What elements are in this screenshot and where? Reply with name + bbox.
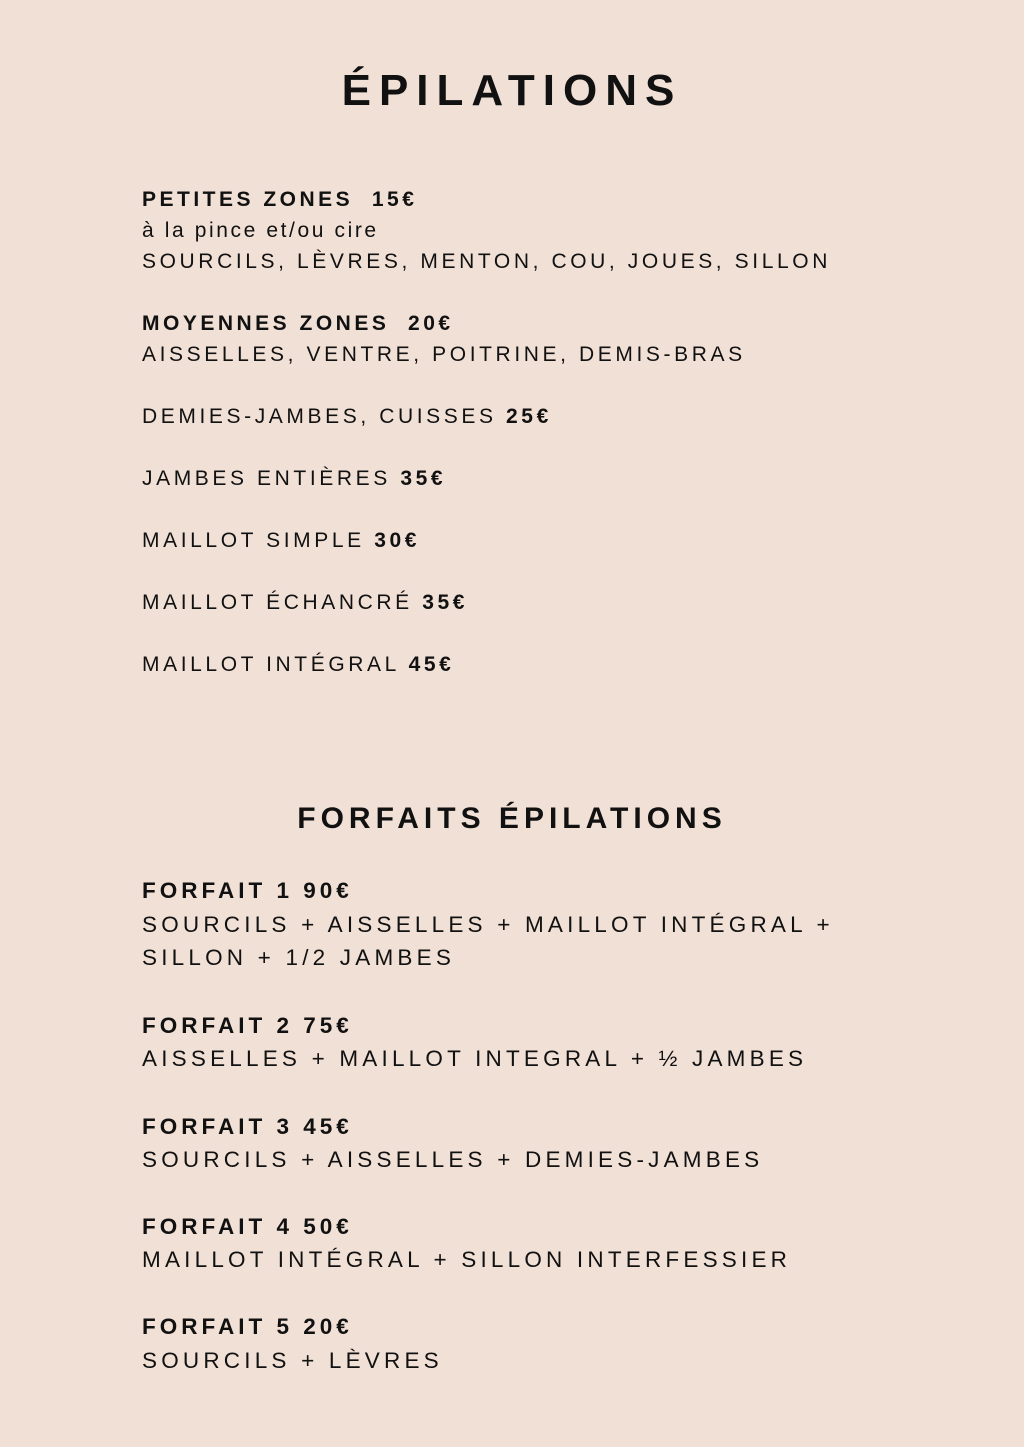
- forfaits-title: FORFAITS ÉPILATIONS: [297, 802, 727, 835]
- moyennes-zones-price: 20€: [408, 312, 454, 335]
- forfait-3-heading: FORFAIT 3 45€: [142, 1114, 353, 1139]
- price-item-price: 35€: [422, 591, 469, 614]
- petites-zones-method: à la pince et/ou cire: [142, 219, 379, 242]
- forfait-3-description: SOURCILS + AISSELLES + DEMIES-JAMBES: [142, 1147, 764, 1172]
- price-item-price: 45€: [408, 653, 455, 676]
- price-item-label: MAILLOT INTÉGRAL: [142, 653, 400, 676]
- price-item-price: 35€: [400, 467, 447, 490]
- page-title: ÉPILATIONS: [341, 66, 683, 115]
- price-item: [142, 653, 454, 677]
- forfait-5-description: SOURCILS + LÈVRES: [142, 1348, 443, 1373]
- forfait-4-heading: FORFAIT 4 50€: [142, 1214, 353, 1239]
- moyennes-zones-areas: AISSELLES, VENTRE, POITRINE, DEMIS-BRAS: [142, 343, 746, 366]
- price-item-label: JAMBES ENTIÈRES: [142, 467, 391, 490]
- forfait-5-heading: FORFAIT 5 20€: [142, 1314, 353, 1339]
- price-item: [142, 529, 420, 553]
- price-item-label: MAILLOT ÉCHANCRÉ: [142, 591, 413, 614]
- petites-zones-label: PETITES ZONES: [142, 188, 354, 211]
- price-item: [142, 591, 468, 615]
- moyennes-zones-label: MOYENNES ZONES: [142, 312, 390, 335]
- price-item-price: 30€: [374, 529, 421, 552]
- price-item-label: MAILLOT SIMPLE: [142, 529, 365, 552]
- forfait-2-description: AISSELLES + MAILLOT INTEGRAL + ½ JAMBES: [142, 1046, 808, 1071]
- price-item: [142, 405, 552, 429]
- forfait-1-heading: FORFAIT 1 90€: [142, 878, 353, 903]
- forfait-1-description: SOURCILS + AISSELLES + MAILLOT INTÉGRAL +: [142, 912, 834, 937]
- moyennes-zones-heading: [142, 312, 454, 336]
- price-item-label: DEMIES-JAMBES, CUISSES: [142, 405, 497, 428]
- price-item: [142, 467, 446, 491]
- petites-zones-heading: [142, 188, 417, 212]
- price-item-price: 25€: [506, 405, 552, 428]
- forfait-4-description: MAILLOT INTÉGRAL + SILLON INTERFESSIER: [142, 1247, 792, 1272]
- forfait-1-description-continued: SILLON + 1/2 JAMBES: [142, 945, 456, 970]
- forfait-2-heading: FORFAIT 2 75€: [142, 1013, 353, 1038]
- petites-zones-price: 15€: [371, 188, 418, 211]
- petites-zones-areas: SOURCILS, LÈVRES, MENTON, COU, JOUES, SILLON: [142, 250, 831, 273]
